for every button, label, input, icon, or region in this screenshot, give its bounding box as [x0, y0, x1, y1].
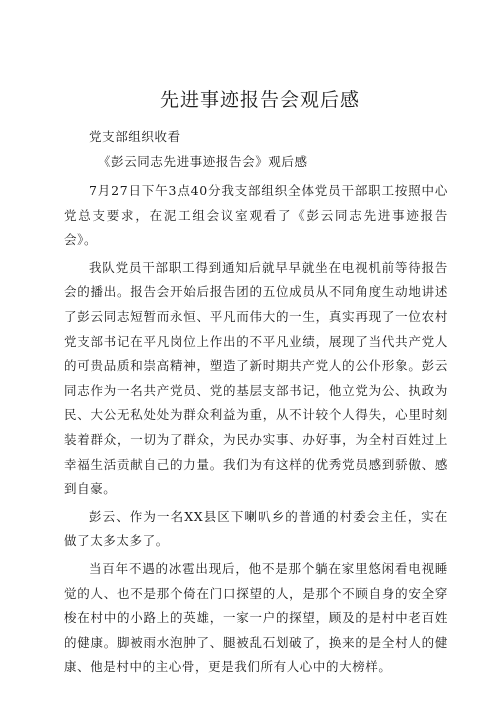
paragraph-4: 当百年不遇的冰雹出现后，他不是那个躺在家里悠闲看电视睡觉的人、也不是那个倚在门口探望的人，是那个不顾自身的安全穿梭在村中的小路上的英雄，一家一户的探望，顾及的是村中老百姓的健康。脚被雨水泡肿了、腿被乱石划破了，换来的是全村人的健康、他是村中的主心骨，更是我们所有人心中的大榜样。	[64, 560, 448, 675]
paragraph-1: 7月27日下午3点40分我支部组织全体党员干部职工按照中心党总支要求，在泥工组会议室观看了《彭云同志先进事迹报告会》。	[64, 183, 448, 248]
paragraph-2: 我队党员干部职工得到通知后就早早就坐在电视机前等待报告会的播出。报告会开始后报告团的五位成员从不同角度生动地讲述了彭云同志短暂而永恒、平凡而伟大的一生，真实再现了一位农村党支部书记在平凡岗位上作出的不平凡业绩，展现了当代共产党人的可贵品质和崇高精神，塑造了新时期共产党人的公仆形象。彭云同志作为一名共产党员、党的基层支部书记，他立党为公、执政为民、大公无私处处为群众利益为重，从不计较个人得失，心里时刻装着群众，一切为了群众，为民办实事、办好事，为全村百姓过上幸福生活贡献自己的力量。我们为有这样的优秀党员感到骄傲、感到自豪。	[64, 259, 448, 497]
document-title: 先进事迹报告会观后感	[159, 89, 360, 111]
subtitle-line: 《彭云同志先进事迹报告会》观后感	[98, 154, 308, 169]
paragraph-3: 彭云、作为一名XX县区下喇叭乡的普通的村委会主任，实在做了太多太多了。	[64, 508, 448, 549]
organizer-line: 党支部组织收看	[89, 129, 181, 144]
